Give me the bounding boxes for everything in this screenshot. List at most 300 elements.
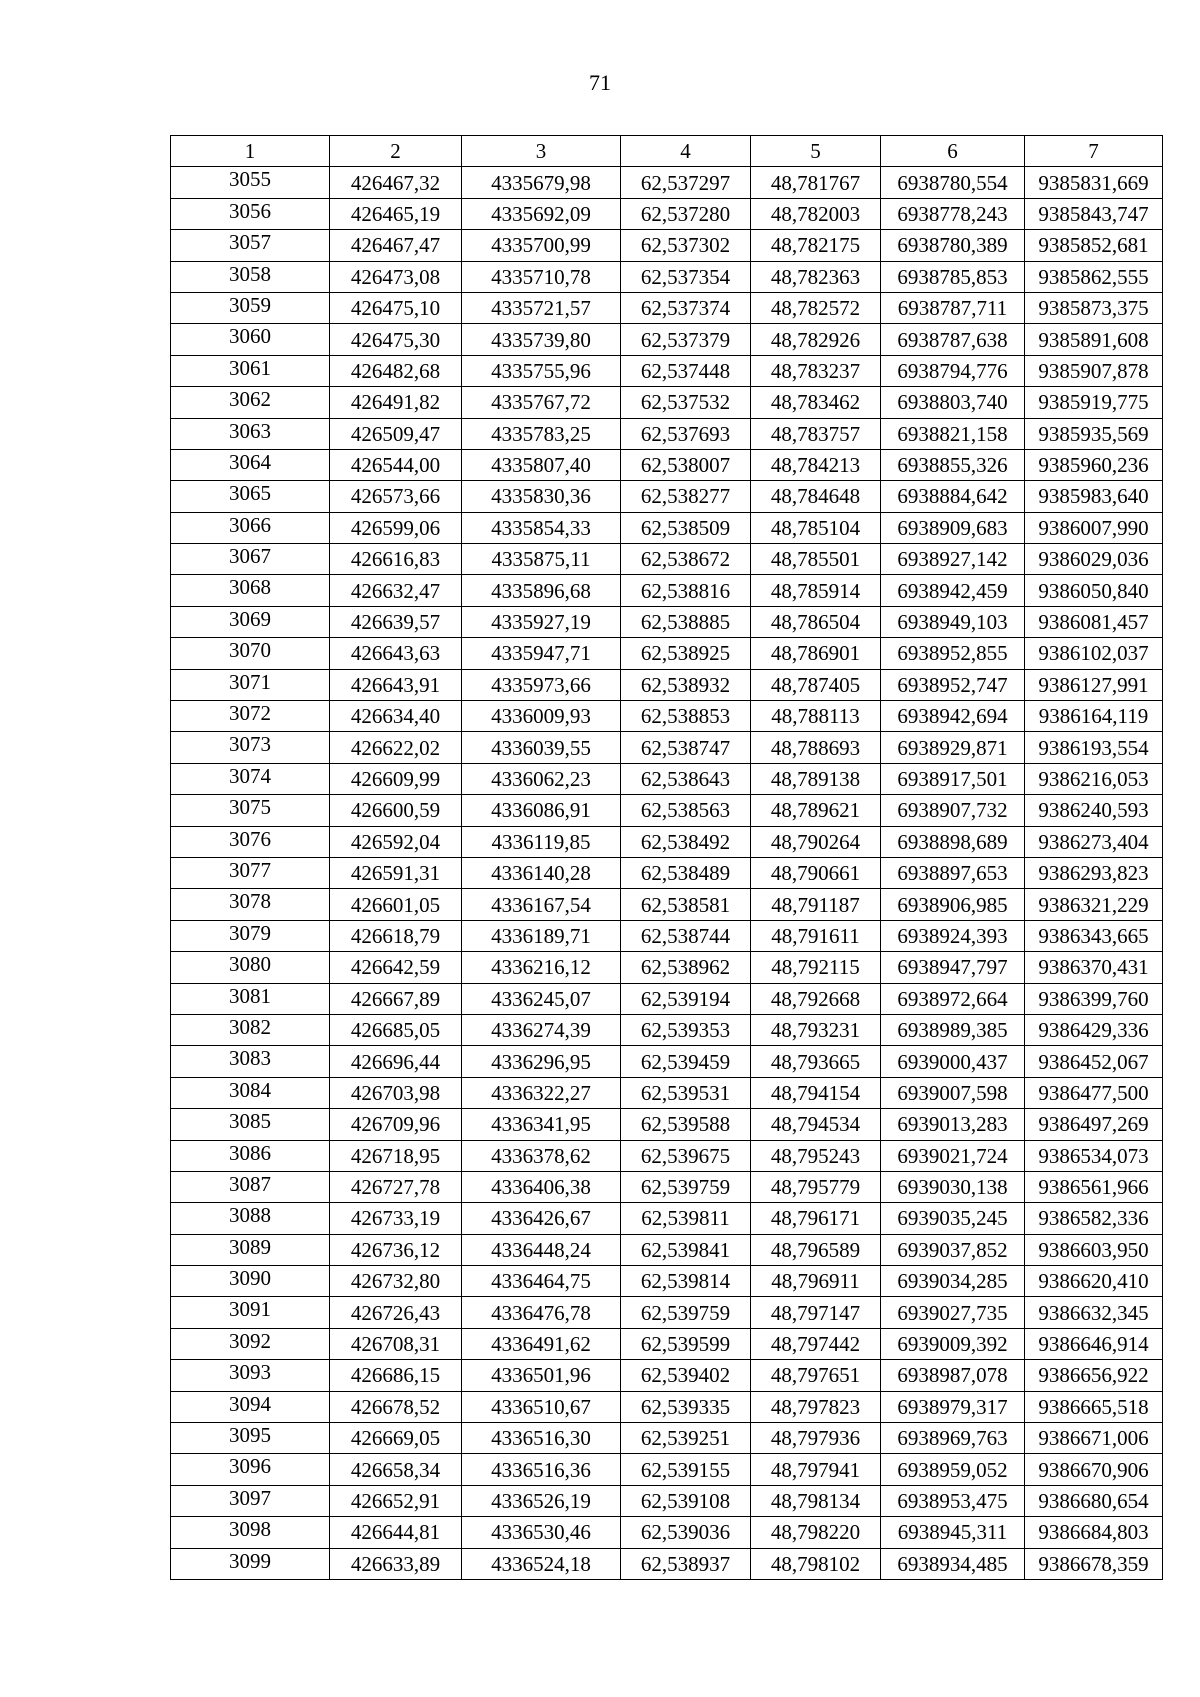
x-projected-cell: 6938945,311 (881, 1517, 1025, 1548)
column-header: 5 (751, 136, 881, 167)
longitude-cell: 48,783462 (751, 387, 881, 418)
y-coordinate-cell: 4336448,24 (462, 1234, 621, 1265)
latitude-cell: 62,538581 (621, 889, 751, 920)
latitude-cell: 62,539402 (621, 1360, 751, 1391)
y-coordinate-cell: 4335767,72 (462, 387, 621, 418)
x-coordinate-cell: 426643,91 (330, 669, 462, 700)
y-projected-cell: 9386429,336 (1025, 1014, 1163, 1045)
point-number-cell: 3059 (171, 292, 330, 323)
x-coordinate-cell: 426473,08 (330, 261, 462, 292)
table-row (171, 418, 1163, 449)
latitude-cell: 62,537448 (621, 355, 751, 386)
table-row (171, 261, 1163, 292)
x-projected-cell: 6938778,243 (881, 198, 1025, 229)
latitude-cell: 62,539194 (621, 983, 751, 1014)
point-number-cell: 3095 (171, 1423, 330, 1454)
x-projected-cell: 6938989,385 (881, 1014, 1025, 1045)
x-projected-cell: 6938929,871 (881, 732, 1025, 763)
point-number-cell: 3079 (171, 920, 330, 951)
x-coordinate-cell: 426732,80 (330, 1266, 462, 1297)
y-projected-cell: 9386293,823 (1025, 857, 1163, 888)
longitude-cell: 48,792668 (751, 983, 881, 1014)
point-number-cell: 3082 (171, 1014, 330, 1045)
latitude-cell: 62,539814 (621, 1266, 751, 1297)
y-projected-cell: 9386582,336 (1025, 1203, 1163, 1234)
y-coordinate-cell: 4336062,23 (462, 763, 621, 794)
y-coordinate-cell: 4335700,99 (462, 230, 621, 261)
table-row (171, 481, 1163, 512)
point-number-cell: 3083 (171, 1046, 330, 1077)
table-row (171, 1391, 1163, 1422)
x-coordinate-cell: 426633,89 (330, 1548, 462, 1579)
longitude-cell: 48,794154 (751, 1077, 881, 1108)
longitude-cell: 48,782926 (751, 324, 881, 355)
latitude-cell: 62,538885 (621, 606, 751, 637)
longitude-cell: 48,791187 (751, 889, 881, 920)
x-projected-cell: 6938917,501 (881, 763, 1025, 794)
table-row (171, 857, 1163, 888)
y-projected-cell: 9386029,036 (1025, 544, 1163, 575)
longitude-cell: 48,797936 (751, 1423, 881, 1454)
point-number-cell: 3055 (171, 167, 330, 198)
y-projected-cell: 9386620,410 (1025, 1266, 1163, 1297)
table-row (171, 1109, 1163, 1140)
x-coordinate-cell: 426696,44 (330, 1046, 462, 1077)
y-coordinate-cell: 4336322,27 (462, 1077, 621, 1108)
table-row (171, 920, 1163, 951)
y-coordinate-cell: 4336476,78 (462, 1297, 621, 1328)
point-number-cell: 3057 (171, 230, 330, 261)
longitude-cell: 48,786901 (751, 638, 881, 669)
x-projected-cell: 6939013,283 (881, 1109, 1025, 1140)
longitude-cell: 48,785914 (751, 575, 881, 606)
y-projected-cell: 9385891,608 (1025, 324, 1163, 355)
point-number-cell: 3072 (171, 701, 330, 732)
x-coordinate-cell: 426718,95 (330, 1140, 462, 1171)
latitude-cell: 62,538925 (621, 638, 751, 669)
longitude-cell: 48,795779 (751, 1171, 881, 1202)
y-projected-cell: 9386656,922 (1025, 1360, 1163, 1391)
x-projected-cell: 6938884,642 (881, 481, 1025, 512)
longitude-cell: 48,794534 (751, 1109, 881, 1140)
x-projected-cell: 6938780,389 (881, 230, 1025, 261)
y-coordinate-cell: 4335721,57 (462, 292, 621, 323)
longitude-cell: 48,797941 (751, 1454, 881, 1485)
x-projected-cell: 6938952,855 (881, 638, 1025, 669)
table-row (171, 449, 1163, 480)
x-projected-cell: 6938780,554 (881, 167, 1025, 198)
x-projected-cell: 6938942,459 (881, 575, 1025, 606)
x-coordinate-cell: 426600,59 (330, 795, 462, 826)
x-projected-cell: 6938855,326 (881, 449, 1025, 480)
longitude-cell: 48,783237 (751, 355, 881, 386)
x-coordinate-cell: 426703,98 (330, 1077, 462, 1108)
latitude-cell: 62,537302 (621, 230, 751, 261)
x-coordinate-cell: 426658,34 (330, 1454, 462, 1485)
table-row (171, 669, 1163, 700)
longitude-cell: 48,797442 (751, 1328, 881, 1359)
longitude-cell: 48,784648 (751, 481, 881, 512)
y-coordinate-cell: 4335947,71 (462, 638, 621, 669)
y-coordinate-cell: 4336140,28 (462, 857, 621, 888)
point-number-cell: 3085 (171, 1109, 330, 1140)
y-coordinate-cell: 4336216,12 (462, 952, 621, 983)
table-row (171, 1423, 1163, 1454)
x-projected-cell: 6939030,138 (881, 1171, 1025, 1202)
y-coordinate-cell: 4335679,98 (462, 167, 621, 198)
y-projected-cell: 9386646,914 (1025, 1328, 1163, 1359)
x-projected-cell: 6938821,158 (881, 418, 1025, 449)
y-coordinate-cell: 4336426,67 (462, 1203, 621, 1234)
y-coordinate-cell: 4336167,54 (462, 889, 621, 920)
y-projected-cell: 9385843,747 (1025, 198, 1163, 229)
table-row (171, 1171, 1163, 1202)
x-projected-cell: 6938785,853 (881, 261, 1025, 292)
latitude-cell: 62,538962 (621, 952, 751, 983)
y-projected-cell: 9385862,555 (1025, 261, 1163, 292)
point-number-cell: 3068 (171, 575, 330, 606)
coordinates-table (170, 135, 1163, 1580)
latitude-cell: 62,539841 (621, 1234, 751, 1265)
longitude-cell: 48,798134 (751, 1485, 881, 1516)
point-number-cell: 3066 (171, 512, 330, 543)
point-number-cell: 3063 (171, 418, 330, 449)
y-coordinate-cell: 4335755,96 (462, 355, 621, 386)
y-coordinate-cell: 4335830,36 (462, 481, 621, 512)
x-coordinate-cell: 426465,19 (330, 198, 462, 229)
y-projected-cell: 9385873,375 (1025, 292, 1163, 323)
y-coordinate-cell: 4336516,30 (462, 1423, 621, 1454)
x-projected-cell: 6938987,078 (881, 1360, 1025, 1391)
latitude-cell: 62,538744 (621, 920, 751, 951)
y-projected-cell: 9385960,236 (1025, 449, 1163, 480)
longitude-cell: 48,783757 (751, 418, 881, 449)
y-coordinate-cell: 4335783,25 (462, 418, 621, 449)
longitude-cell: 48,790661 (751, 857, 881, 888)
x-projected-cell: 6938969,763 (881, 1423, 1025, 1454)
table-row (171, 952, 1163, 983)
table-row (171, 826, 1163, 857)
latitude-cell: 62,537280 (621, 198, 751, 229)
x-projected-cell: 6938952,747 (881, 669, 1025, 700)
y-projected-cell: 9386007,990 (1025, 512, 1163, 543)
point-number-cell: 3070 (171, 638, 330, 669)
x-projected-cell: 6938979,317 (881, 1391, 1025, 1422)
x-projected-cell: 6939034,285 (881, 1266, 1025, 1297)
table-row (171, 732, 1163, 763)
table-row (171, 1266, 1163, 1297)
point-number-cell: 3077 (171, 857, 330, 888)
latitude-cell: 62,538816 (621, 575, 751, 606)
y-coordinate-cell: 4336274,39 (462, 1014, 621, 1045)
y-projected-cell: 9385907,878 (1025, 355, 1163, 386)
table-row (171, 230, 1163, 261)
latitude-cell: 62,538643 (621, 763, 751, 794)
latitude-cell: 62,538007 (621, 449, 751, 480)
x-coordinate-cell: 426616,83 (330, 544, 462, 575)
y-projected-cell: 9386193,554 (1025, 732, 1163, 763)
x-projected-cell: 6938794,776 (881, 355, 1025, 386)
latitude-cell: 62,537374 (621, 292, 751, 323)
x-coordinate-cell: 426726,43 (330, 1297, 462, 1328)
table-row (171, 387, 1163, 418)
point-number-cell: 3076 (171, 826, 330, 857)
y-coordinate-cell: 4336491,62 (462, 1328, 621, 1359)
x-coordinate-cell: 426736,12 (330, 1234, 462, 1265)
x-coordinate-cell: 426509,47 (330, 418, 462, 449)
y-projected-cell: 9386684,803 (1025, 1517, 1163, 1548)
y-projected-cell: 9386102,037 (1025, 638, 1163, 669)
x-projected-cell: 6938787,711 (881, 292, 1025, 323)
table-row (171, 1203, 1163, 1234)
y-projected-cell: 9386216,053 (1025, 763, 1163, 794)
y-coordinate-cell: 4336009,93 (462, 701, 621, 732)
x-coordinate-cell: 426599,06 (330, 512, 462, 543)
y-projected-cell: 9385935,569 (1025, 418, 1163, 449)
latitude-cell: 62,539251 (621, 1423, 751, 1454)
y-projected-cell: 9386273,404 (1025, 826, 1163, 857)
x-coordinate-cell: 426667,89 (330, 983, 462, 1014)
latitude-cell: 62,538853 (621, 701, 751, 732)
x-projected-cell: 6939007,598 (881, 1077, 1025, 1108)
x-coordinate-cell: 426482,68 (330, 355, 462, 386)
x-coordinate-cell: 426573,66 (330, 481, 462, 512)
longitude-cell: 48,782175 (751, 230, 881, 261)
table-row (171, 1046, 1163, 1077)
longitude-cell: 48,782572 (751, 292, 881, 323)
x-projected-cell: 6938949,103 (881, 606, 1025, 637)
y-projected-cell: 9385919,775 (1025, 387, 1163, 418)
point-number-cell: 3078 (171, 889, 330, 920)
x-projected-cell: 6938942,694 (881, 701, 1025, 732)
longitude-cell: 48,789621 (751, 795, 881, 826)
point-number-cell: 3087 (171, 1171, 330, 1202)
point-number-cell: 3086 (171, 1140, 330, 1171)
point-number-cell: 3081 (171, 983, 330, 1014)
latitude-cell: 62,538489 (621, 857, 751, 888)
x-coordinate-cell: 426644,81 (330, 1517, 462, 1548)
latitude-cell: 62,538492 (621, 826, 751, 857)
point-number-cell: 3071 (171, 669, 330, 700)
point-number-cell: 3091 (171, 1297, 330, 1328)
x-projected-cell: 6939021,724 (881, 1140, 1025, 1171)
y-projected-cell: 9386534,073 (1025, 1140, 1163, 1171)
longitude-cell: 48,798102 (751, 1548, 881, 1579)
latitude-cell: 62,537532 (621, 387, 751, 418)
longitude-cell: 48,787405 (751, 669, 881, 700)
y-projected-cell: 9386670,906 (1025, 1454, 1163, 1485)
column-header: 3 (462, 136, 621, 167)
x-projected-cell: 6938787,638 (881, 324, 1025, 355)
table-row (171, 1077, 1163, 1108)
point-number-cell: 3073 (171, 732, 330, 763)
latitude-cell: 62,539588 (621, 1109, 751, 1140)
longitude-cell: 48,788113 (751, 701, 881, 732)
y-coordinate-cell: 4335739,80 (462, 324, 621, 355)
x-coordinate-cell: 426591,31 (330, 857, 462, 888)
x-projected-cell: 6938898,689 (881, 826, 1025, 857)
x-coordinate-cell: 426632,47 (330, 575, 462, 606)
longitude-cell: 48,798220 (751, 1517, 881, 1548)
table-row (171, 292, 1163, 323)
x-coordinate-cell: 426592,04 (330, 826, 462, 857)
table-row (171, 1548, 1163, 1579)
y-projected-cell: 9386081,457 (1025, 606, 1163, 637)
longitude-cell: 48,797823 (751, 1391, 881, 1422)
longitude-cell: 48,781767 (751, 167, 881, 198)
x-coordinate-cell: 426709,96 (330, 1109, 462, 1140)
y-projected-cell: 9386561,966 (1025, 1171, 1163, 1202)
table-row (171, 795, 1163, 826)
x-projected-cell: 6938947,797 (881, 952, 1025, 983)
point-number-cell: 3061 (171, 355, 330, 386)
y-projected-cell: 9386127,991 (1025, 669, 1163, 700)
y-projected-cell: 9385852,681 (1025, 230, 1163, 261)
column-header: 7 (1025, 136, 1163, 167)
x-projected-cell: 6938907,732 (881, 795, 1025, 826)
y-projected-cell: 9386050,840 (1025, 575, 1163, 606)
table-row (171, 1485, 1163, 1516)
table-row (171, 606, 1163, 637)
longitude-cell: 48,792115 (751, 952, 881, 983)
x-coordinate-cell: 426639,57 (330, 606, 462, 637)
point-number-cell: 3093 (171, 1360, 330, 1391)
longitude-cell: 48,788693 (751, 732, 881, 763)
latitude-cell: 62,538509 (621, 512, 751, 543)
y-projected-cell: 9386399,760 (1025, 983, 1163, 1014)
table-row (171, 701, 1163, 732)
x-coordinate-cell: 426467,47 (330, 230, 462, 261)
longitude-cell: 48,786504 (751, 606, 881, 637)
x-coordinate-cell: 426678,52 (330, 1391, 462, 1422)
table-row (171, 355, 1163, 386)
latitude-cell: 62,539759 (621, 1171, 751, 1202)
x-coordinate-cell: 426475,10 (330, 292, 462, 323)
point-number-cell: 3074 (171, 763, 330, 794)
x-coordinate-cell: 426685,05 (330, 1014, 462, 1045)
y-projected-cell: 9385983,640 (1025, 481, 1163, 512)
latitude-cell: 62,539108 (621, 1485, 751, 1516)
x-coordinate-cell: 426622,02 (330, 732, 462, 763)
y-projected-cell: 9386678,359 (1025, 1548, 1163, 1579)
latitude-cell: 62,539155 (621, 1454, 751, 1485)
table-row (171, 1328, 1163, 1359)
y-coordinate-cell: 4336189,71 (462, 920, 621, 951)
y-projected-cell: 9386603,950 (1025, 1234, 1163, 1265)
table-row (171, 167, 1163, 198)
point-number-cell: 3094 (171, 1391, 330, 1422)
point-number-cell: 3096 (171, 1454, 330, 1485)
x-projected-cell: 6938906,985 (881, 889, 1025, 920)
y-projected-cell: 9386497,269 (1025, 1109, 1163, 1140)
latitude-cell: 62,539675 (621, 1140, 751, 1171)
longitude-cell: 48,789138 (751, 763, 881, 794)
latitude-cell: 62,538747 (621, 732, 751, 763)
longitude-cell: 48,782003 (751, 198, 881, 229)
x-projected-cell: 6938909,683 (881, 512, 1025, 543)
x-coordinate-cell: 426475,30 (330, 324, 462, 355)
point-number-cell: 3060 (171, 324, 330, 355)
point-number-cell: 3075 (171, 795, 330, 826)
y-coordinate-cell: 4336296,95 (462, 1046, 621, 1077)
column-header: 4 (621, 136, 751, 167)
table-row (171, 1360, 1163, 1391)
longitude-cell: 48,791611 (751, 920, 881, 951)
y-coordinate-cell: 4336039,55 (462, 732, 621, 763)
latitude-cell: 62,537354 (621, 261, 751, 292)
y-projected-cell: 9385831,669 (1025, 167, 1163, 198)
latitude-cell: 62,539599 (621, 1328, 751, 1359)
y-projected-cell: 9386632,345 (1025, 1297, 1163, 1328)
point-number-cell: 3099 (171, 1548, 330, 1579)
x-coordinate-cell: 426727,78 (330, 1171, 462, 1202)
table-row (171, 763, 1163, 794)
longitude-cell: 48,793231 (751, 1014, 881, 1045)
latitude-cell: 62,539531 (621, 1077, 751, 1108)
longitude-cell: 48,790264 (751, 826, 881, 857)
table-row (171, 1234, 1163, 1265)
longitude-cell: 48,797651 (751, 1360, 881, 1391)
x-projected-cell: 6938924,393 (881, 920, 1025, 951)
x-coordinate-cell: 426669,05 (330, 1423, 462, 1454)
x-coordinate-cell: 426544,00 (330, 449, 462, 480)
latitude-cell: 62,539759 (621, 1297, 751, 1328)
x-coordinate-cell: 426652,91 (330, 1485, 462, 1516)
x-projected-cell: 6938934,485 (881, 1548, 1025, 1579)
point-number-cell: 3056 (171, 198, 330, 229)
longitude-cell: 48,784213 (751, 449, 881, 480)
table-row (171, 575, 1163, 606)
latitude-cell: 62,537297 (621, 167, 751, 198)
point-number-cell: 3062 (171, 387, 330, 418)
latitude-cell: 62,538563 (621, 795, 751, 826)
x-coordinate-cell: 426601,05 (330, 889, 462, 920)
longitude-cell: 48,785501 (751, 544, 881, 575)
table-row (171, 638, 1163, 669)
y-projected-cell: 9386477,500 (1025, 1077, 1163, 1108)
y-projected-cell: 9386343,665 (1025, 920, 1163, 951)
x-coordinate-cell: 426609,99 (330, 763, 462, 794)
point-number-cell: 3058 (171, 261, 330, 292)
x-projected-cell: 6939037,852 (881, 1234, 1025, 1265)
x-coordinate-cell: 426642,59 (330, 952, 462, 983)
x-projected-cell: 6938953,475 (881, 1485, 1025, 1516)
longitude-cell: 48,782363 (751, 261, 881, 292)
y-coordinate-cell: 4335854,33 (462, 512, 621, 543)
x-projected-cell: 6939027,735 (881, 1297, 1025, 1328)
table-row (171, 1517, 1163, 1548)
x-coordinate-cell: 426618,79 (330, 920, 462, 951)
y-projected-cell: 9386452,067 (1025, 1046, 1163, 1077)
table-row (171, 512, 1163, 543)
y-coordinate-cell: 4335710,78 (462, 261, 621, 292)
point-number-cell: 3097 (171, 1485, 330, 1516)
x-coordinate-cell: 426708,31 (330, 1328, 462, 1359)
x-projected-cell: 6939035,245 (881, 1203, 1025, 1234)
longitude-cell: 48,796171 (751, 1203, 881, 1234)
table-row (171, 1140, 1163, 1171)
point-number-cell: 3065 (171, 481, 330, 512)
longitude-cell: 48,785104 (751, 512, 881, 543)
y-projected-cell: 9386671,006 (1025, 1423, 1163, 1454)
y-coordinate-cell: 4335692,09 (462, 198, 621, 229)
y-projected-cell: 9386321,229 (1025, 889, 1163, 920)
point-number-cell: 3090 (171, 1266, 330, 1297)
latitude-cell: 62,539353 (621, 1014, 751, 1045)
x-projected-cell: 6939000,437 (881, 1046, 1025, 1077)
y-coordinate-cell: 4336501,96 (462, 1360, 621, 1391)
y-coordinate-cell: 4336530,46 (462, 1517, 621, 1548)
